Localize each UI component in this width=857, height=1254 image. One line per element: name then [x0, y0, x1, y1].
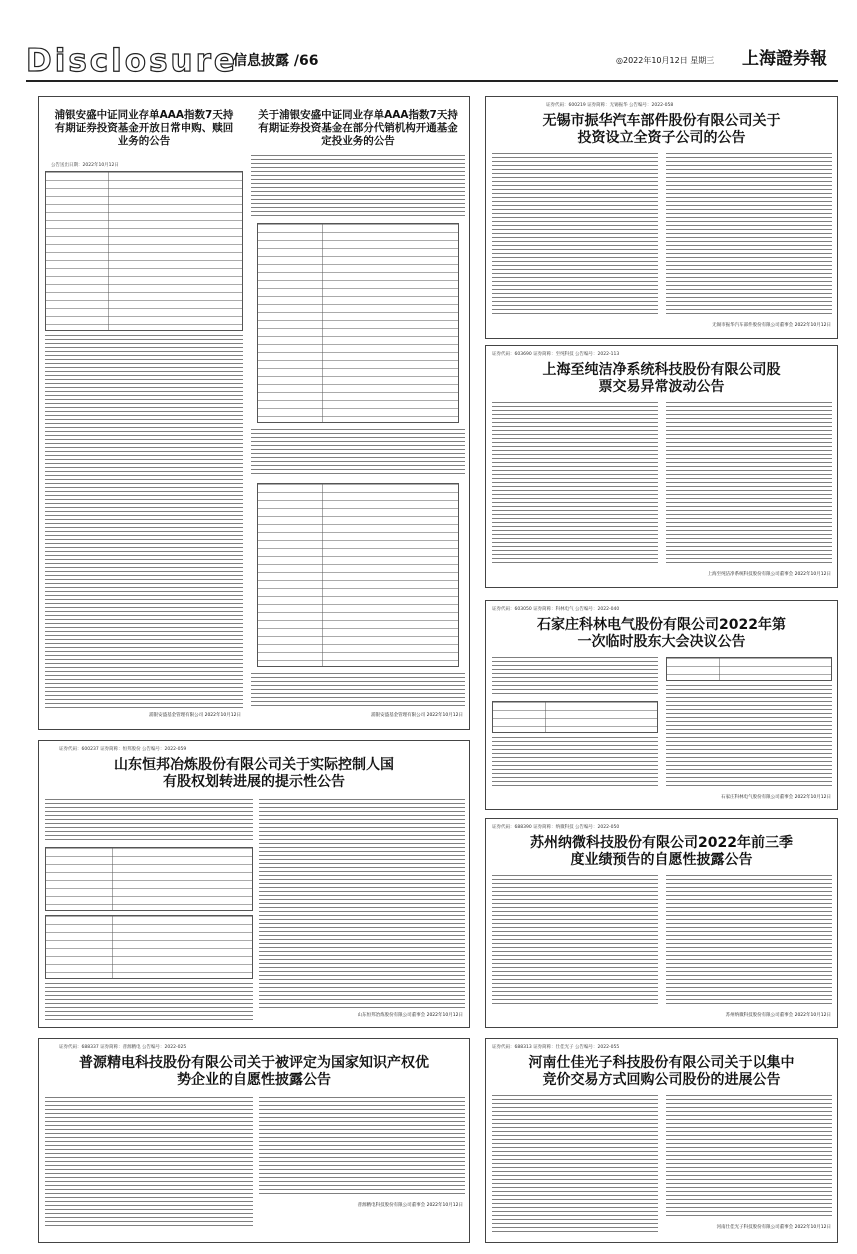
notice-body-right [666, 402, 832, 566]
notice-title: 山东恒邦冶炼股份有限公司关于实际控制人国有股权划转进展的提示性公告 [114, 757, 394, 790]
notice-code-line: 证券代码：688337 证券简称：普源精电 公告编号：2022-025 [59, 1045, 187, 1050]
notice-title: 石家庄科林电气股份有限公司2022年第一次临时股东大会决议公告 [537, 617, 786, 650]
distributor-list-table-2 [257, 483, 459, 667]
notice-title: 上海至纯洁净系统科技股份有限公司股票交易异常波动公告 [542, 362, 781, 395]
notice-code-line: 证券代码：603690 证券简称：至纯科技 公告编号：2022-113 [492, 352, 620, 357]
notice-body-left-2 [45, 983, 253, 1023]
voting-result-table [666, 657, 832, 681]
notice-date: 公告送出日期：2022年10月12日 [51, 163, 119, 168]
notice-box-shijia [485, 1038, 838, 1243]
notice-body-2 [251, 429, 465, 477]
notice-body-right [259, 799, 465, 1009]
notice-code-line: 证券代码：688313 证券简称：仕佳光子 公告编号：2022-055 [492, 1045, 620, 1050]
notice-body-right [666, 153, 832, 317]
notice-title: 浦银安盛中证同业存单AAA指数7天持有期证券投资基金开放日常申购、赎回业务的公告 [54, 109, 234, 147]
notice-code-line: 证券代码：600237 证券简称：恒邦股份 公告编号：2022-059 [59, 747, 187, 752]
notice-title: 关于浦银安盛中证同业存单AAA指数7天持有期证券投资基金在部分代销机构开通基金定投业务的公告 [258, 109, 458, 147]
notice-code-line: 证券代码：688390 证券简称：纳微科技 公告编号：2022-050 [492, 825, 620, 830]
notice-body-left [45, 799, 253, 843]
section-en-title: Disclosure [26, 43, 238, 79]
notice-body [45, 335, 243, 711]
notice-signature: 浦银安盛基金管理有限公司 2022年10月12日 [371, 713, 463, 718]
notice-signature: 浦银安盛基金管理有限公司 2022年10月12日 [149, 713, 241, 718]
page-header [26, 44, 838, 80]
notice-box-puyuan [38, 1038, 470, 1243]
notice-fund-sip [251, 103, 465, 725]
publication-logo: 上海證券報 [742, 49, 827, 69]
notice-title: 普源精电科技股份有限公司关于被评定为国家知识产权优势企业的自愿性披露公告 [79, 1055, 429, 1088]
notice-body-right [666, 1095, 832, 1219]
notice-code-line: 证券代码：600219 证券简称：无锡振华 公告编号：2022-058 [546, 103, 674, 108]
notice-signature: 苏州纳微科技股份有限公司董事会 2022年10月12日 [725, 1013, 831, 1018]
notice-body-left [492, 153, 658, 317]
notice-signature: 无锡市振华汽车部件股份有限公司董事会 2022年10月12日 [712, 323, 831, 328]
notice-body-left [492, 875, 658, 1005]
transferee-info-table [45, 915, 253, 979]
notice-box-fund [38, 96, 470, 730]
notice-body-left [45, 1097, 253, 1227]
notice-signature: 普源精电科技股份有限公司董事会 2022年10月12日 [357, 1203, 463, 1208]
notice-title: 无锡市振华汽车部件股份有限公司关于投资设立全资子公司的公告 [542, 113, 781, 146]
notice-body-3 [251, 673, 465, 709]
attendance-table [492, 701, 658, 733]
notice-box-zhenhua [485, 96, 838, 339]
notice-box-nawei [485, 818, 838, 1028]
notice-fund-subscription [45, 103, 243, 725]
notice-body-left-2 [492, 737, 658, 787]
notice-box-hengbang [38, 740, 470, 1028]
notice-body [251, 155, 465, 219]
distributor-list-table-1 [257, 223, 459, 423]
notice-signature: 河南仕佳光子科技股份有限公司董事会 2022年10月12日 [716, 1225, 831, 1230]
notice-signature: 石家庄科林电气股份有限公司董事会 2022年10月12日 [721, 795, 831, 800]
transferor-info-table [45, 847, 253, 911]
notice-title: 苏州纳微科技股份有限公司2022年前三季度业绩预告的自愿性披露公告 [530, 835, 793, 868]
notice-signature: 上海至纯洁净系统科技股份有限公司董事会 2022年10月12日 [707, 572, 831, 577]
notice-body-right [666, 685, 832, 787]
notice-body-right [666, 875, 832, 1005]
notice-box-kelin [485, 600, 838, 810]
issue-date: ◎2022年10月12日 星期三 [616, 56, 715, 65]
header-rule [26, 80, 838, 82]
notice-signature: 山东恒邦冶炼股份有限公司董事会 2022年10月12日 [357, 1013, 463, 1018]
notice-code-line: 证券代码：603050 证券简称：科林电气 公告编号：2022-040 [492, 607, 620, 612]
section-cn-title: 信息披露 /66 [233, 53, 319, 69]
notice-title: 河南仕佳光子科技股份有限公司关于以集中竞价交易方式回购公司股份的进展公告 [528, 1055, 795, 1088]
notice-body-left [492, 1095, 658, 1235]
notice-body-left [492, 402, 658, 566]
notice-body-left [492, 657, 658, 697]
fund-basic-info-table [45, 171, 243, 331]
notice-box-zhichun [485, 345, 838, 588]
notice-body-right [259, 1097, 465, 1197]
